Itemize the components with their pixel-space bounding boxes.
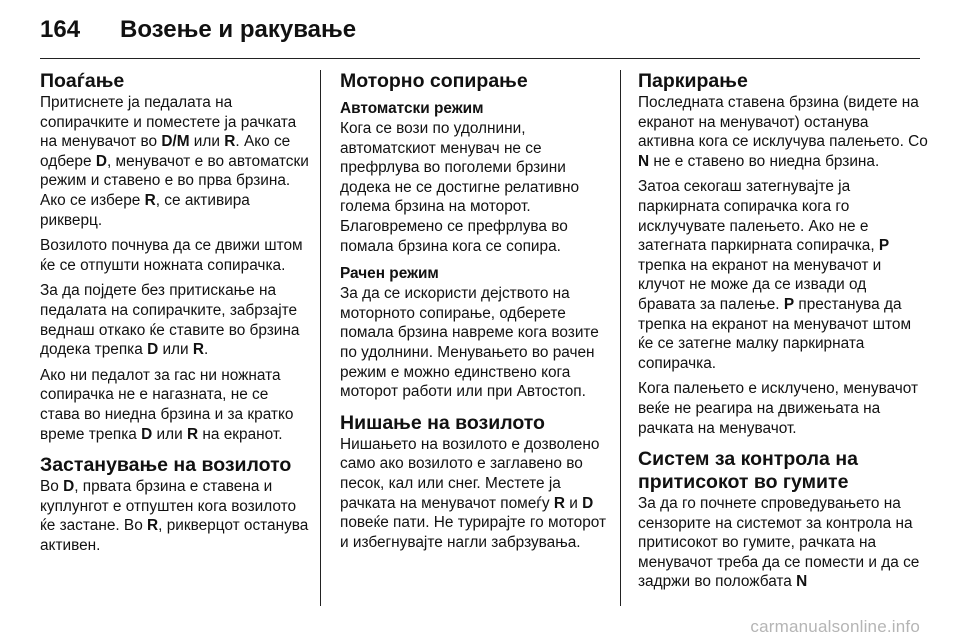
column-divider xyxy=(620,70,621,606)
paragraph: Кога палењето е исклучено, менувачот веќе не реагира на движењата на рачката на менувачот. xyxy=(638,380,919,437)
paragraph: Кога се вози по удолнини, автоматскиот менувач не се префрлува во поголеми брзини додека не се достигне релативно голема брзина на моторот. Благовремено се префрлува во помала брзина кога се сопира. xyxy=(340,120,580,255)
watermark: carmanualsonline.info xyxy=(750,617,920,636)
section-heading-engine-braking: Моторно сопирање xyxy=(340,70,528,92)
paragraph: Затоа секогаш затегнувајте ја паркирната сопирачка кога го исклучувате палењето. Ако не е затегната паркирната сопирачка, P трепка на екранот на менувачот и клучот не може да се извади од бравата за палење. P престанува да трепка на екранот на менувачот штом ќе се затегне малку паркирната сопирачка. xyxy=(638,178,912,372)
section-heading-tire-pressure: Систем за контрола на притисокот во гумите xyxy=(638,448,858,494)
paragraph: Последната ставена брзина (видете на екранот на менувачот) останува активна кога се исклучува палењето. Со N не е ставено во ниедна брзина. xyxy=(638,94,928,170)
paragraph: Во D, првата брзина е ставена и куплунгот е отпуштен кога возилото ќе застане. Во R, рикверцот останува активен. xyxy=(40,478,309,554)
column-divider xyxy=(320,70,321,606)
page-number: 164 xyxy=(40,16,81,43)
section-heading-parking: Паркирање xyxy=(638,70,748,92)
paragraph: За да се искористи дејството на моторното сопирање, одберете помала брзина навреме кога возите по удолнини. Менувањето во рачен режим е можно единствено кога моторот работи или при Автостоп. xyxy=(340,285,599,401)
section-heading-starting: Поаѓање xyxy=(40,70,125,92)
section-heading-rocking: Нишање на возилото xyxy=(340,411,545,434)
column-left xyxy=(40,70,312,561)
paragraph: Возилото почнува да се движи штом ќе се отпушти ножната сопирачка. xyxy=(40,237,303,274)
paragraph: За да го почнете спроведувањето на сензорите на системот за контрола на притисокот во гумите, рачката на менувачот треба да се помести и да се задржи во положбата N xyxy=(638,495,920,591)
header-divider xyxy=(40,58,920,59)
paragraph: Нишањето на возилото е дозволено само ако возилото е заглавено во песок, кал или снег. Местете ја рачката на менувачот помеѓу R и D повеќе пати. Не турирајте го моторот и избегнувајте нагли забрзувања. xyxy=(340,435,607,551)
column-middle xyxy=(340,70,610,558)
paragraph: Притиснете ја педалата на сопирачките и поместете ја рачката на менувачот во D/M или R. Ако се одбере D, менувачот е во автоматски режим и ставено е во прва брзина. Ако се избере R, се активира рикверц. xyxy=(40,94,309,229)
section-heading-stopping: Застанување на возилото xyxy=(40,454,292,477)
paragraph: За да појдете без притискање на педалата на сопирачките, забрзајте веднаш откако ќе ставите во брзина додека трепка D или R. xyxy=(40,282,300,359)
page-title: Возење и ракување xyxy=(120,16,357,43)
paragraph: Ако ни педалот за гас ни ножната сопирачка не е нагазната, не се става во ниедна брзина и за кратко време трепка D или R на екранот. xyxy=(40,366,294,443)
column-right xyxy=(638,70,928,598)
subheading-manual-mode: Рачен режим xyxy=(340,265,439,283)
page-header xyxy=(40,16,356,46)
subheading-automatic-mode: Автоматски режим xyxy=(340,100,484,117)
